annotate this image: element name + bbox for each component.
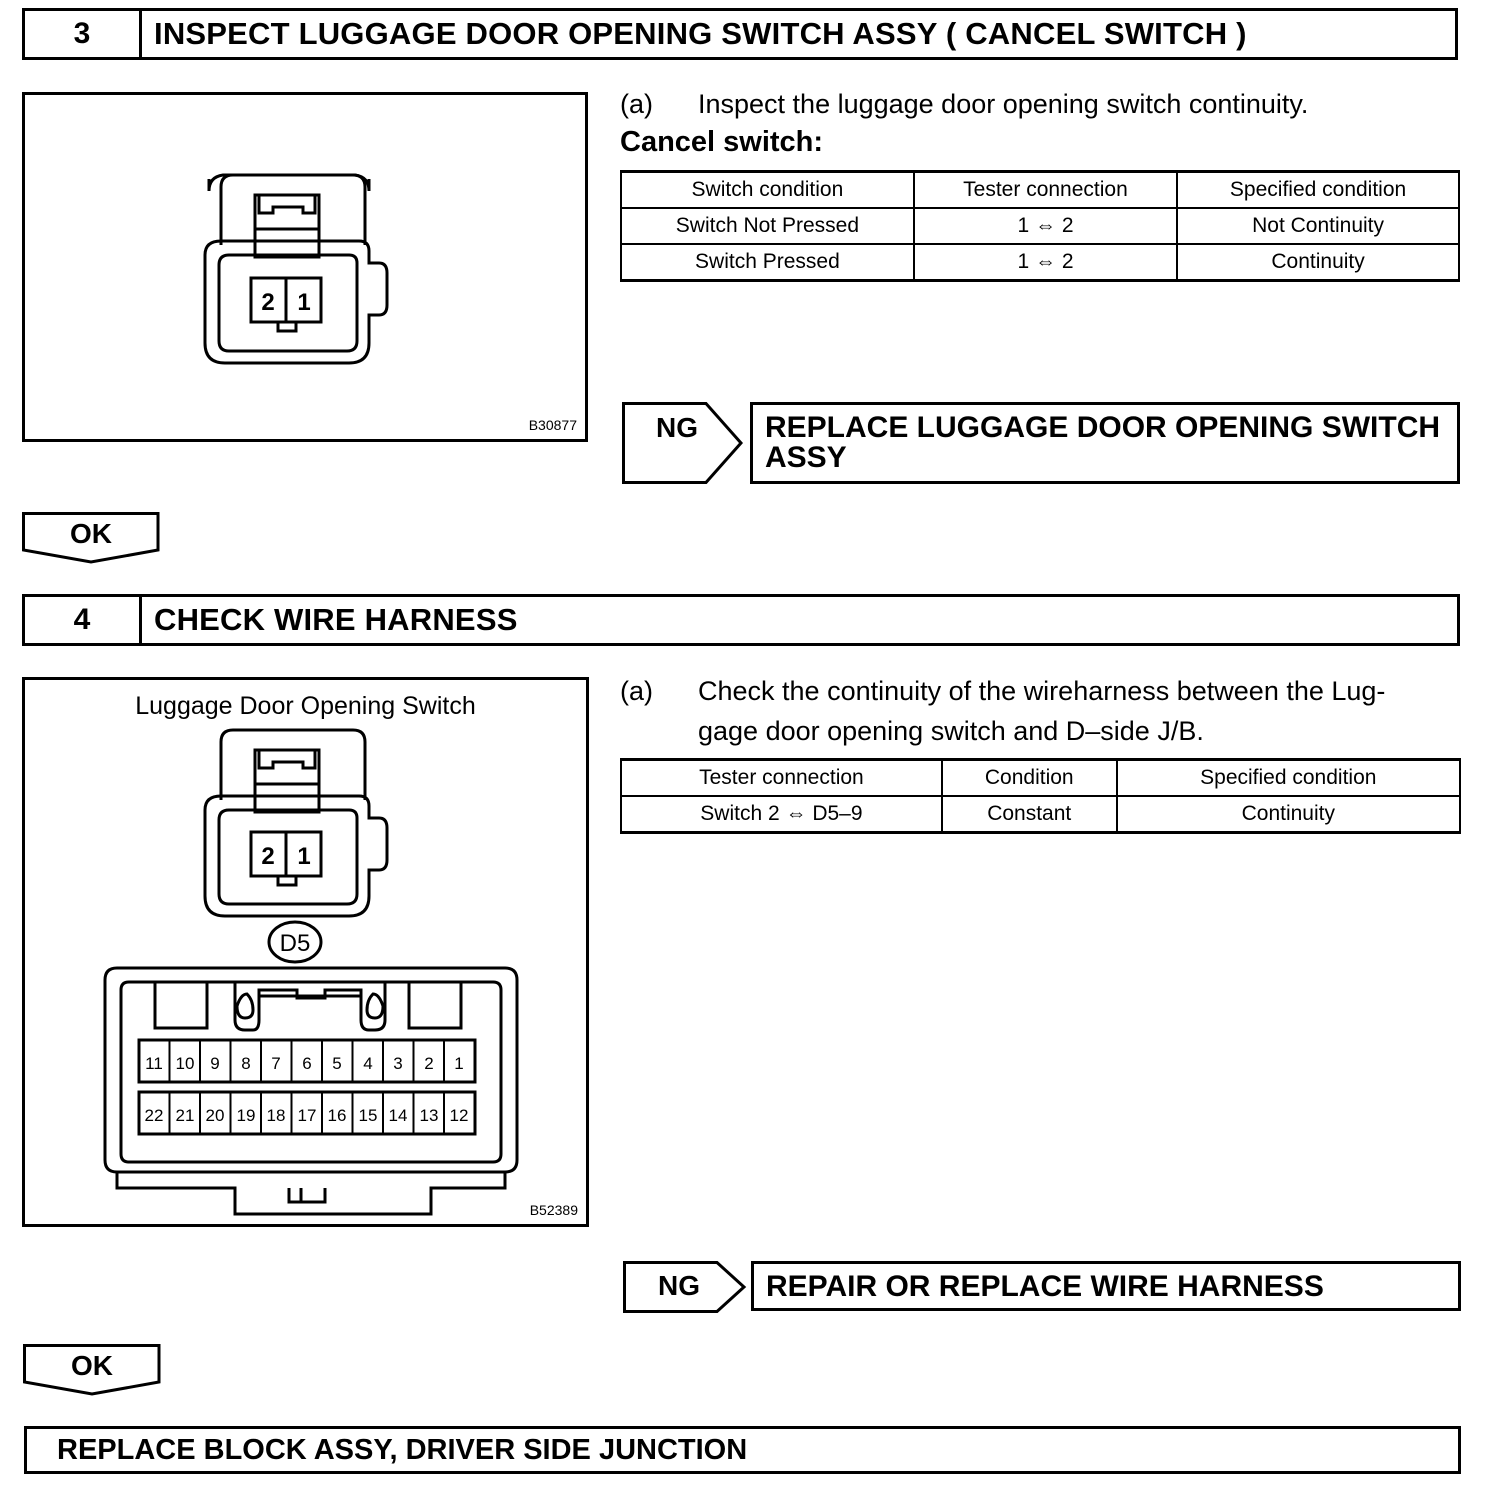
jb-pin-label: 6 <box>302 1054 312 1073</box>
final-action: REPLACE BLOCK ASSY, DRIVER SIDE JUNCTION <box>24 1426 1461 1474</box>
step-3-number: 3 <box>25 11 142 57</box>
switch-connector-icon <box>25 95 585 439</box>
jb-pin-label: 13 <box>419 1106 439 1125</box>
step-3-instruction-text: Inspect the luggage door opening switch continuity. <box>698 89 1309 119</box>
table-cell: 1 ⇔ 2 <box>914 244 1177 281</box>
jb-pin-label: 4 <box>363 1054 373 1073</box>
table-cell: Switch Pressed <box>621 244 914 281</box>
step-3-figure <box>22 92 588 442</box>
step-4-ng-label: NG <box>658 1270 700 1301</box>
jb-pin-label: 21 <box>175 1106 195 1125</box>
jb-pin-label: 17 <box>297 1106 317 1125</box>
step-3-instruction <box>620 84 1480 124</box>
table-cell: Continuity <box>1177 244 1459 281</box>
table-cell: Switch Not Pressed <box>621 208 914 244</box>
jb-pin-label: 1 <box>454 1054 464 1073</box>
step-4-title: CHECK WIRE HARNESS <box>154 602 518 637</box>
jb-pin-label: 15 <box>358 1106 378 1125</box>
wire-harness-connectors-icon <box>25 680 586 1224</box>
step-3-ng-action-line-1: REPLACE LUGGAGE DOOR OPENING SWITCH <box>765 411 1441 444</box>
step-4-ok-tab <box>23 1344 161 1396</box>
jb-pin-label: 2 <box>424 1054 434 1073</box>
step-3-ok-label: OK <box>70 518 112 549</box>
jb-pin-label: 12 <box>449 1106 469 1125</box>
table-header-cell: Condition <box>942 760 1117 797</box>
table-cell: Continuity <box>1117 796 1460 833</box>
jb-pin-label: 10 <box>175 1054 195 1073</box>
step-4-figure-code: B52389 <box>529 1202 578 1218</box>
step-3-ng-arrow <box>622 402 744 484</box>
table-cell: Not Continuity <box>1177 208 1459 244</box>
table-header-cell: Specified condition <box>1117 760 1460 797</box>
table-row <box>621 208 1459 244</box>
step-3-pin-1-label: 1 <box>297 289 311 316</box>
step-4-instruction-mark: (a) <box>620 676 653 706</box>
jb-pin-label: 9 <box>210 1054 220 1073</box>
step-4-switch-pin-1-label: 1 <box>297 843 311 870</box>
jb-connector-id-label: D5 <box>279 930 311 957</box>
step-4-number: 4 <box>25 597 142 643</box>
step-3-instruction-mark: (a) <box>620 89 653 119</box>
step-3-ng-label: NG <box>656 412 698 443</box>
table-row <box>621 244 1459 281</box>
step-3-ng-action <box>750 402 1460 484</box>
table-header-row <box>621 760 1460 797</box>
table-header-cell: Specified condition <box>1177 172 1459 209</box>
step-3-header <box>22 8 1458 60</box>
table-cell: Constant <box>942 796 1117 833</box>
table-header-row <box>621 172 1459 209</box>
step-4-instruction-line-2: gage door opening switch and D–side J/B. <box>698 716 1204 746</box>
jb-pin-label: 18 <box>266 1106 286 1125</box>
step-4-switch-pin-2-label: 2 <box>261 843 275 870</box>
step-3-title: INSPECT LUGGAGE DOOR OPENING SWITCH ASSY ( CANCEL SWITCH ) <box>154 16 1247 51</box>
step-3-spec-table <box>620 170 1460 282</box>
step-4-header <box>22 594 1460 646</box>
step-3-ok-tab <box>22 512 160 564</box>
step-4-instruction-line-1: Check the continuity of the wireharness between the Lug- <box>698 676 1386 706</box>
table-header-cell: Switch condition <box>621 172 914 209</box>
table-header-cell: Tester connection <box>621 760 942 797</box>
jb-pin-label: 16 <box>327 1106 347 1125</box>
table-cell: 1 ⇔ 2 <box>914 208 1177 244</box>
jb-pin-label: 7 <box>271 1054 281 1073</box>
jb-pin-label: 11 <box>145 1054 163 1073</box>
table-header-cell: Tester connection <box>914 172 1177 209</box>
step-3-pin-2-label: 2 <box>261 289 275 316</box>
step-4-spec-table <box>620 758 1461 834</box>
jb-pin-label: 19 <box>236 1106 256 1125</box>
step-4-instruction <box>620 671 1490 751</box>
step-4-figure <box>22 677 589 1227</box>
step-3-ng-action-line-2: ASSY <box>765 441 847 474</box>
step-3-subheading: Cancel switch: <box>620 126 824 158</box>
step-3-figure-code: B30877 <box>528 417 577 433</box>
jb-pin-label: 8 <box>241 1054 251 1073</box>
jb-pin-label: 14 <box>388 1106 408 1125</box>
jb-pin-label: 22 <box>144 1106 164 1125</box>
step-4-ok-label: OK <box>71 1350 113 1381</box>
table-row <box>621 796 1460 833</box>
table-cell: Switch 2 ⇔ D5–9 <box>621 796 942 833</box>
step-4-figure-label: Luggage Door Opening Switch <box>135 692 476 720</box>
step-4-ng-arrow <box>623 1261 747 1313</box>
jb-pin-label: 5 <box>332 1054 342 1073</box>
step-4-ng-action: REPAIR OR REPLACE WIRE HARNESS <box>751 1261 1461 1311</box>
jb-pin-label: 20 <box>205 1106 225 1125</box>
jb-pin-label: 3 <box>393 1054 403 1073</box>
